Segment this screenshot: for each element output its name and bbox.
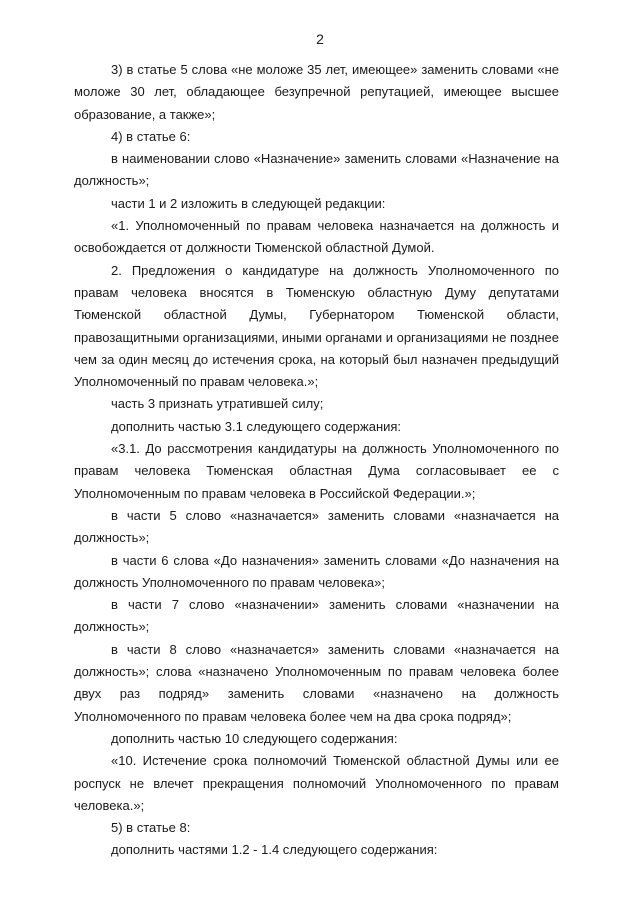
page-number: 2 — [316, 31, 324, 47]
paragraph-part-8: в части 8 слово «назначается» заменить словами «назначается на должность»; слова «назначено Уполномоченным по правам человека более двух раз подряд» заменить словами «назначено на должность Уполномоченного по правам человека более чем на два срока подряд»; — [74, 641, 559, 724]
paragraph-heading-rename: в наименовании слово «Назначение» заменить словами «Назначение на должность»; — [74, 151, 559, 189]
document-body — [74, 59, 559, 862]
paragraph-part-6: в части 6 слова «До назначения» заменить словами «До назначения на должность Уполномоченного по правам человека»; — [74, 552, 559, 590]
paragraph-add-parts-1-2-1-4: дополнить частями 1.2 - 1.4 следующего содержания: — [111, 842, 438, 858]
paragraph-part-3-void: часть 3 признать утратившей силу; — [111, 396, 324, 412]
paragraph-quote-part-1: «1. Уполномоченный по правам человека назначается на должность и освобождается от должности Тюменской областной Думой. — [74, 218, 559, 256]
paragraph-quote-part-2: 2. Предложения о кандидатуре на должность Уполномоченного по правам человека вносятся в Тюменскую областную Думу депутатами Тюменской областной Думы, Губернатором Тюменской области, правозащитными организациями, иными органами и организациями не позднее чем за один месяц до истечения срока, на который был назначен предыдущий Уполномоченный по правам человека.»; — [74, 262, 559, 390]
paragraph-item-4: 4) в статье 6: — [111, 128, 191, 144]
paragraph-quote-part-10: «10. Истечение срока полномочий Тюменской областной Думы или ее роспуск не влечет прекращения полномочий Уполномоченного по правам человека.»; — [74, 753, 559, 813]
paragraph-quote-part-3-1: «3.1. До рассмотрения кандидатуры на должность Уполномоченного по правам человека Тюменская областная Дума согласовывает ее с Уполномоченным по правам человека в Российской Федерации.»; — [74, 441, 559, 501]
paragraph-item-5: 5) в статье 8: — [111, 820, 191, 836]
paragraph-part-7: в части 7 слово «назначении» заменить словами «назначении на должность»; — [74, 597, 559, 635]
paragraph-parts-1-2: части 1 и 2 изложить в следующей редакции: — [111, 195, 386, 211]
paragraph-part-5: в части 5 слово «назначается» заменить словами «назначается на должность»; — [74, 507, 559, 546]
paragraph-item-3: 3) в статье 5 слова «не моложе 35 лет, имеющее» заменить словами «не моложе 30 лет, обладающее безупречной репутацией, имеющее высшее образование, а также»; — [74, 62, 559, 122]
paragraph-add-part-10: дополнить частью 10 следующего содержания: — [111, 730, 398, 746]
paragraph-add-part-3-1: дополнить частью 3.1 следующего содержания: — [111, 418, 402, 434]
